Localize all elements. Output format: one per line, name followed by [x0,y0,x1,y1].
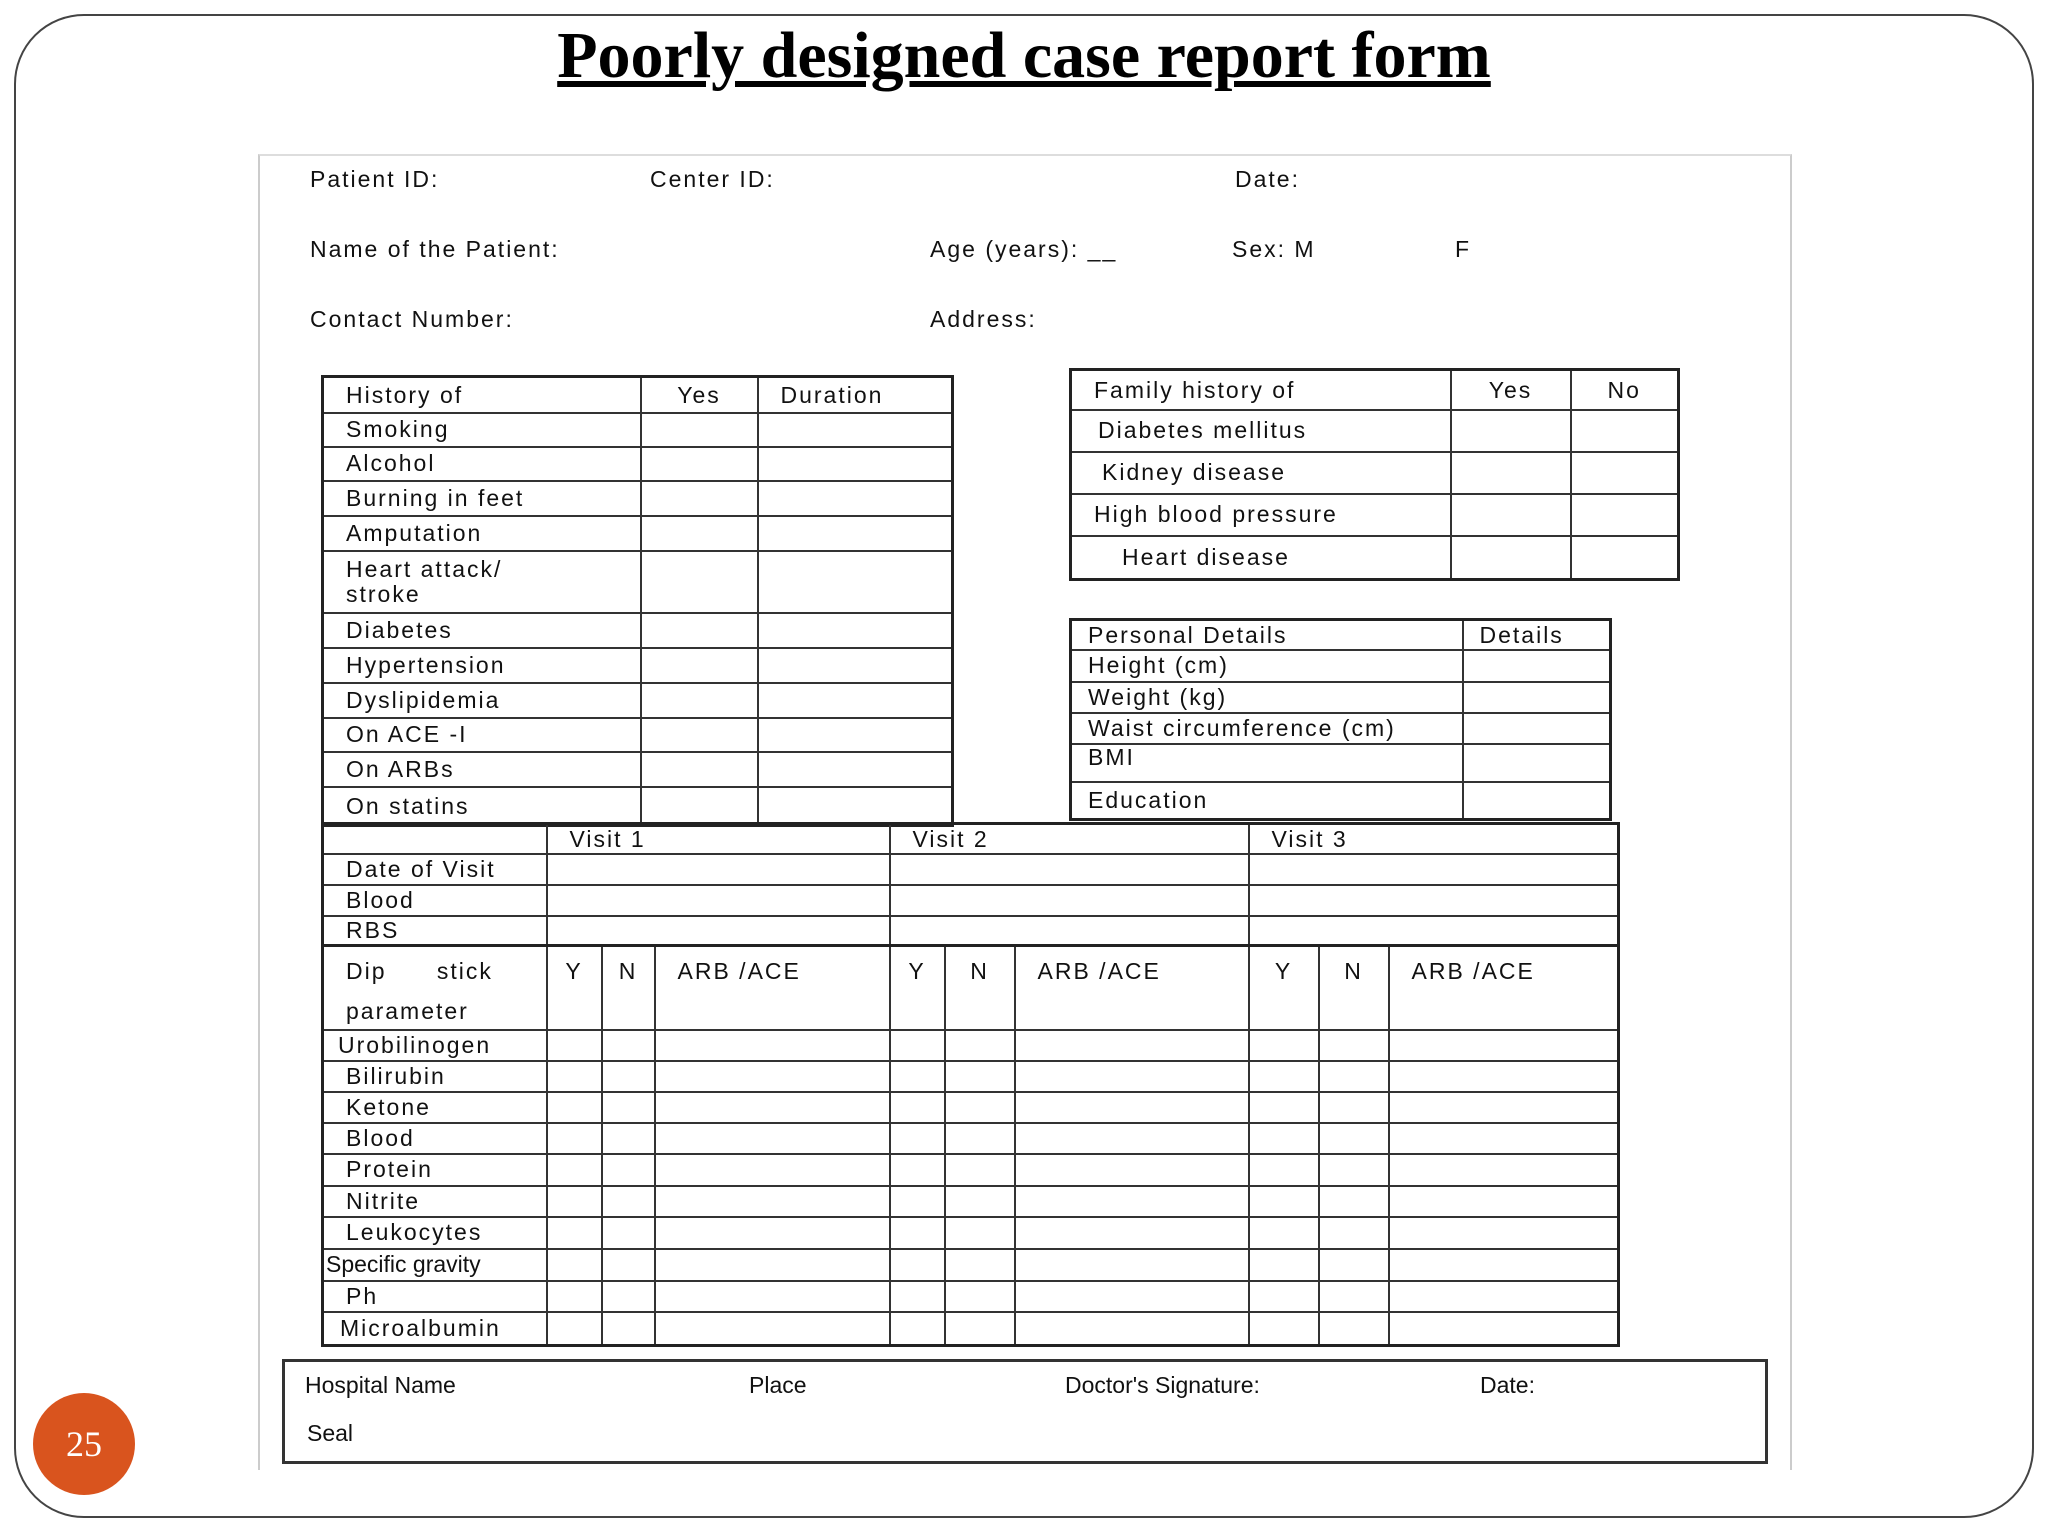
signature-footer-box [282,1359,1768,1464]
visit-2-header: Visit 2 [890,824,1249,854]
dipstick-row-label: Nitrite [323,1186,547,1217]
visit-3-no-header: N [1319,946,1389,1030]
family-header-no: No [1571,370,1679,410]
sex-label: Sex: M [1232,236,1316,262]
family-row-label: High blood pressure [1071,494,1451,536]
date-label: Date: [1235,166,1300,192]
history-row-label: On ARBs [323,752,641,787]
dipstick-table [321,944,1620,1347]
history-row-label: Amputation [323,516,641,551]
dipstick-row-label: Ketone [323,1092,547,1123]
history-row-label: Dyslipidemia [323,683,641,718]
family-row-label: Diabetes mellitus [1071,410,1451,452]
visit-1-yes-header: Y [547,946,602,1030]
patient-name-label: Name of the Patient: [310,236,560,262]
visit-1-header: Visit 1 [547,824,890,854]
history-header-label: History of [323,377,641,413]
hospital-name-label: Hospital Name [305,1372,456,1398]
visit-1-arb-header: ARB /ACE [655,946,890,1030]
age-label: Age (years): __ [930,236,1118,262]
dipstick-row-label: Urobilinogen [323,1030,547,1061]
page-number-badge: 25 [33,1393,135,1495]
personal-row-label: Weight (kg) [1071,682,1463,713]
visit-row-label: RBS [323,916,547,946]
personal-header-label: Personal Details [1071,620,1463,650]
place-label: Place [749,1372,807,1398]
history-row-label: On statins [323,787,641,826]
family-header-yes: Yes [1451,370,1571,410]
center-id-label: Center ID: [650,166,775,192]
doctor-signature-label: Doctor's Signature: [1065,1372,1260,1398]
history-row-label: Heart attack/ stroke [323,551,641,613]
history-row-label: Diabetes [323,613,641,648]
visit-row-label: Date of Visit [323,854,547,885]
visit-3-yes-header: Y [1249,946,1319,1030]
dipstick-row-label: Leukocytes [323,1217,547,1249]
personal-row-label: Height (cm) [1071,650,1463,682]
history-header-yes: Yes [641,377,758,413]
visit-3-header: Visit 3 [1249,824,1619,854]
address-label: Address: [930,306,1037,332]
dipstick-row-label: Ph [323,1281,547,1312]
visit-1-no-header: N [602,946,655,1030]
case-report-form-scan [258,154,1792,1470]
visits-table [321,822,1620,947]
dipstick-row-label: Microalbumin [323,1312,547,1346]
dipstick-row-label: Protein [323,1154,547,1186]
personal-row-label: Waist circumference (cm) [1071,713,1463,744]
family-row-label: Kidney disease [1071,452,1451,494]
footer-date-label: Date: [1480,1372,1535,1398]
visit-2-yes-header: Y [890,946,945,1030]
dipstick-row-label: Blood [323,1123,547,1154]
visit-2-arb-header: ARB /ACE [1015,946,1249,1030]
personal-header-details: Details [1463,620,1611,650]
slide-title: Poorly designed case report form [557,19,1491,92]
seal-label: Seal [307,1420,354,1446]
history-row-label: On ACE -I [323,718,641,752]
family-header-label: Family history of [1071,370,1451,410]
visit-3-arb-header: ARB /ACE [1389,946,1619,1030]
history-row-label: Burning in feet [323,481,641,516]
history-table [321,375,954,827]
dipstick-row-label: Specific gravity [323,1249,547,1281]
visit-row-label: Blood [323,885,547,916]
family-row-label: Heart disease [1071,536,1451,580]
history-header-duration: Duration [758,377,953,413]
history-row-label: Hypertension [323,648,641,683]
dipstick-label-line2: parameter [346,998,469,1025]
dipstick-label-line1: Dip stick [346,958,493,984]
history-row-label: Alcohol [323,447,641,481]
patient-id-label: Patient ID: [310,166,440,192]
contact-number-label: Contact Number: [310,306,514,332]
history-row-label: Smoking [323,413,641,447]
personal-row-label: Education [1071,782,1463,820]
family-history-table [1069,368,1680,581]
dipstick-row-label: Bilirubin [323,1061,547,1092]
sex-female-option: F [1455,236,1472,262]
personal-details-table [1069,618,1612,821]
personal-row-label: BMI [1071,744,1463,782]
visit-2-no-header: N [945,946,1015,1030]
